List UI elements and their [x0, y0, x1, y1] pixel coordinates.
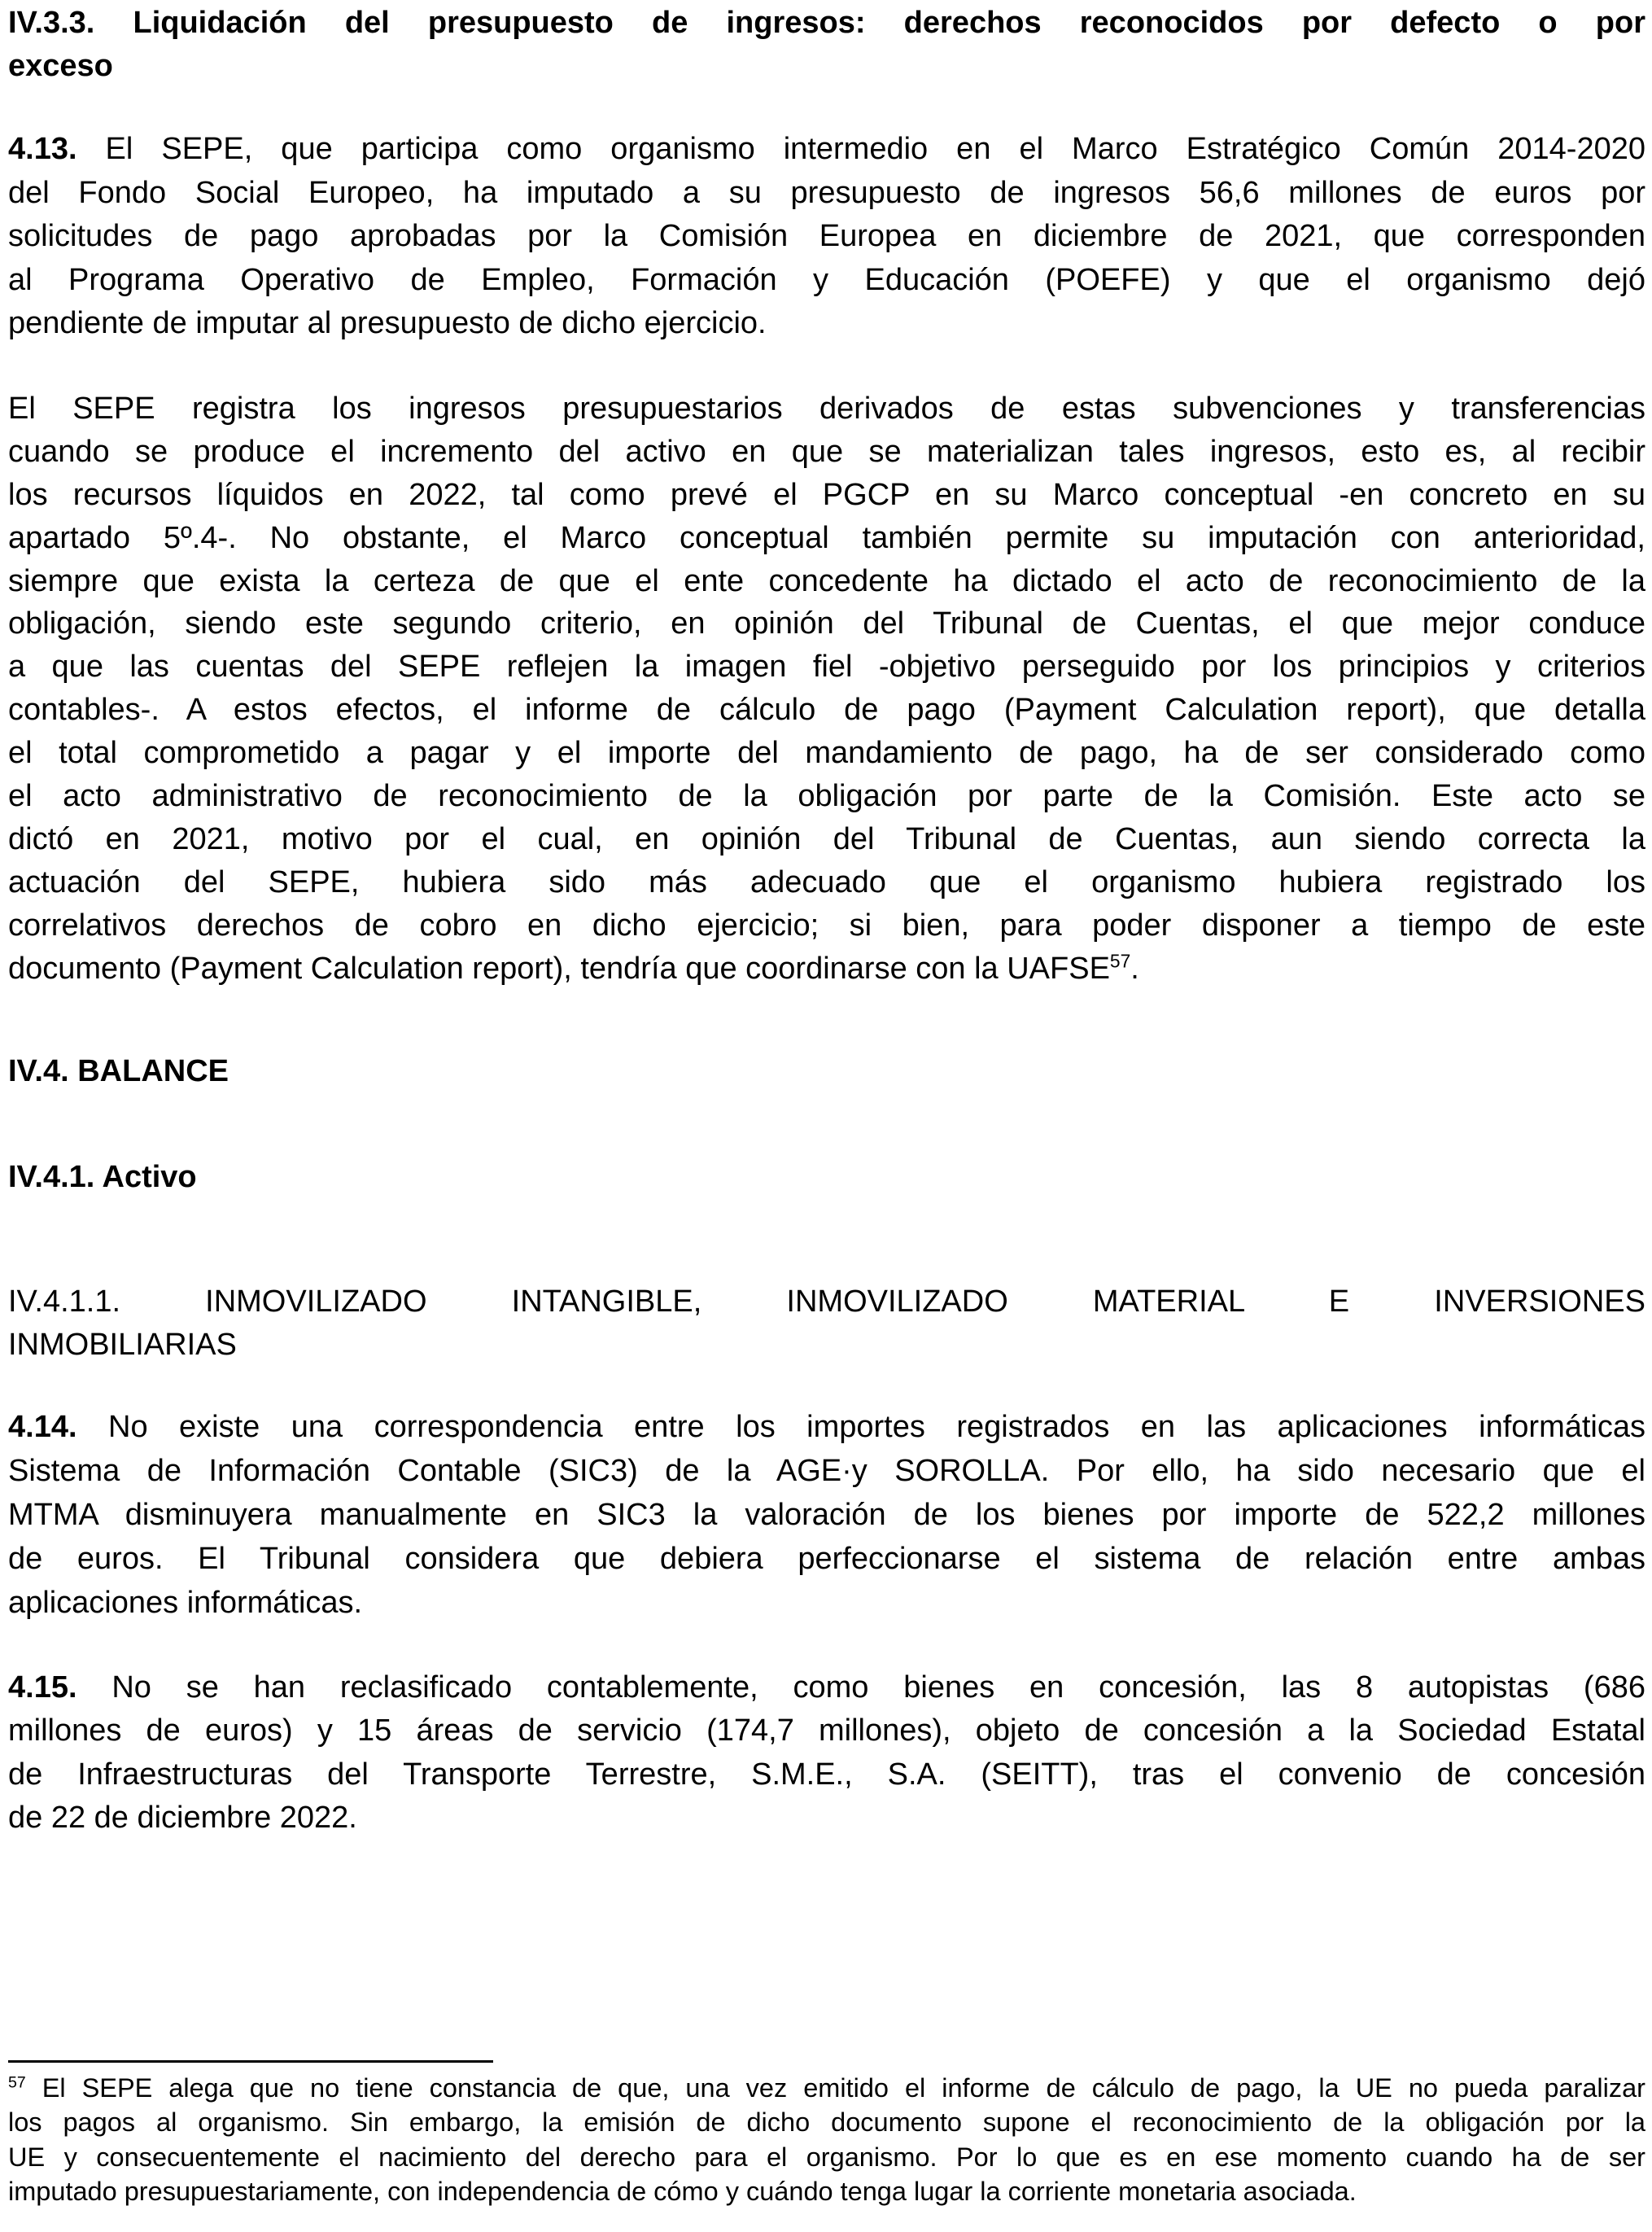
- line-text: los recursos líquidos en 2022, tal como prevé el PGCP en su Marco conceptual -en concreto en su: [8, 477, 1645, 512]
- text-line: [8, 387, 1645, 431]
- text-line: [8, 1666, 1645, 1709]
- line-text: INMOBILIARIAS: [8, 1328, 237, 1362]
- line-text: el total comprometido a pagar y el importe del mandamiento de pago, ha de ser considerado como: [8, 736, 1645, 771]
- text-line: [8, 818, 1645, 861]
- line-text: Sistema de Información Contable (SIC3) de la AGE·y SOROLLA. Por ello, ha sido necesario que el: [8, 1454, 1645, 1488]
- text-line: [8, 1753, 1645, 1797]
- line-text: al Programa Operativo de Empleo, Formación y Educación (POEFE) y que el organismo dejó: [8, 262, 1645, 297]
- line-text: No se han reclasificado contablemente, como bienes en concesión, las 8 autopistas (686: [76, 1670, 1645, 1705]
- line-text: .: [1130, 951, 1139, 986]
- heading-balance: IV.4. BALANCE: [8, 1054, 229, 1088]
- text-line: [8, 2071, 1645, 2105]
- text-line: [8, 45, 1645, 88]
- text-line: [8, 1405, 1645, 1449]
- text-line: [8, 431, 1645, 474]
- paragraph-4-14: [8, 1405, 1645, 1625]
- line-text: El SEPE alega que no tiene constancia de que, una vez emitido el informe de cálculo de pago, la UE no pueda paralizar: [25, 2073, 1645, 2103]
- line-text: exceso: [8, 49, 113, 83]
- text-line: [8, 1581, 1645, 1625]
- line-text: cuando se produce el incremento del activo en que se materializan tales ingresos, esto es, al recibir: [8, 434, 1645, 469]
- text-line: [8, 948, 1645, 991]
- line-text: pendiente de imputar al presupuesto de dicho ejercicio.: [8, 306, 767, 340]
- text-line: [8, 861, 1645, 904]
- line-text: dictó en 2021, motivo por el cual, en opinión del Tribunal de Cuentas, aun siendo correcta la: [8, 821, 1645, 856]
- line-text: a que las cuentas del SEPE reflejen la imagen fiel -objetivo perseguido por los principios y criterios: [8, 650, 1645, 685]
- text-line: [8, 474, 1645, 517]
- line-text: documento (Payment Calculation report), tendría que coordinarse con la UAFSE: [8, 951, 1110, 986]
- heading-inmovilizado: [8, 1280, 1645, 1367]
- line-text: contables-. A estos efectos, el informe de cálculo de pago (Payment Calculation report), que detalla: [8, 693, 1645, 728]
- text-line: [8, 2174, 1645, 2208]
- line-text: correlativos derechos de cobro en dicho ejercicio; si bien, para poder disponer a tiempo de este: [8, 908, 1645, 943]
- line-text: MTMA disminuyera manualmente en SIC3 la valoración de los bienes por importe de 522,2 millones: [8, 1498, 1645, 1532]
- line-text: siempre que exista la certeza de que el ente concedente ha dictado el acto de reconocimiento de la: [8, 563, 1645, 598]
- text-line: [8, 732, 1645, 775]
- text-line: [8, 2105, 1645, 2139]
- text-line: [8, 2, 1645, 45]
- line-text: apartado 5º.4-. No obstante, el Marco conceptual también permite su imputación con anterioridad,: [8, 520, 1645, 555]
- line-text: UE y consecuentemente el nacimiento del derecho para el organismo. Por lo que es en ese momento cuando ha de ser: [8, 2142, 1645, 2172]
- line-text: de euros. El Tribunal considera que debiera perfeccionarse el sistema de relación entre ambas: [8, 1542, 1645, 1576]
- line-text: actuación del SEPE, hubiera sido más adecuado que el organismo hubiera registrado los: [8, 864, 1645, 899]
- line-text: El SEPE registra los ingresos presupuestarios derivados de estas subvenciones y transferencias: [8, 392, 1645, 426]
- text-line: [8, 128, 1645, 172]
- paragraph-number: 4.14.: [8, 1410, 77, 1444]
- text-line: [8, 259, 1645, 303]
- line-text: millones de euros) y 15 áreas de servicio (174,7 millones), objeto de concesión a la Sociedad Estatal: [8, 1713, 1645, 1748]
- footnote-reference: 57: [1109, 949, 1131, 971]
- text-line: [8, 2140, 1645, 2174]
- line-text: de Infraestructuras del Transporte Terrestre, S.M.E., S.A. (SEITT), tras el convenio de concesión: [8, 1757, 1645, 1792]
- text-line: [8, 775, 1645, 818]
- line-text: obligación, siendo este segundo criterio, en opinión del Tribunal de Cuentas, el que mejor conduce: [8, 606, 1645, 641]
- line-text: aplicaciones informáticas.: [8, 1586, 363, 1620]
- text-line: [8, 215, 1645, 259]
- footnote-57: [8, 2071, 1645, 2208]
- heading-activo: IV.4.1. Activo: [8, 1160, 197, 1194]
- text-line: [8, 1797, 1645, 1840]
- text-line: [8, 602, 1645, 646]
- text-line: [8, 1537, 1645, 1581]
- section-heading: [8, 2, 1645, 88]
- text-line: [8, 1709, 1645, 1753]
- text-line: [8, 1280, 1645, 1324]
- paragraph-number: 4.15.: [8, 1670, 77, 1705]
- footnote-separator: [8, 2060, 493, 2063]
- text-line: [8, 689, 1645, 732]
- text-line: [8, 904, 1645, 948]
- paragraph-number: 4.13.: [8, 132, 77, 166]
- line-text: solicitudes de pago aprobadas por la Comisión Europea en diciembre de 2021, que corresponden: [8, 219, 1645, 253]
- text-line: [8, 1324, 1645, 1367]
- text-line: [8, 172, 1645, 216]
- line-text: de 22 de diciembre 2022.: [8, 1800, 357, 1835]
- text-line: [8, 302, 1645, 346]
- text-line: [8, 1449, 1645, 1493]
- text-line: [8, 560, 1645, 603]
- line-text: el acto administrativo de reconocimiento de la obligación por parte de la Comisión. Este acto se: [8, 779, 1645, 814]
- line-text: El SEPE, que participa como organismo intermedio en el Marco Estratégico Común 2014-2020: [76, 132, 1645, 166]
- paragraph-sepe-ingresos: [8, 387, 1645, 990]
- text-line: [8, 517, 1645, 560]
- paragraph-4-13: [8, 128, 1645, 346]
- text-line: [8, 646, 1645, 689]
- line-text: IV.3.3. Liquidación del presupuesto de ingresos: derechos reconocidos por defecto o por: [8, 6, 1645, 40]
- line-text: IV.4.1.1. INMOVILIZADO INTANGIBLE, INMOVILIZADO MATERIAL E INVERSIONES: [8, 1284, 1645, 1319]
- footnote-number: 57: [8, 2073, 26, 2092]
- line-text: del Fondo Social Europeo, ha imputado a su presupuesto de ingresos 56,6 millones de euros por: [8, 175, 1645, 210]
- text-line: [8, 1493, 1645, 1537]
- line-text: No existe una correspondencia entre los importes registrados en las aplicaciones informáticas: [76, 1410, 1645, 1444]
- line-text: imputado presupuestariamente, con independencia de cómo y cuándo tenga lugar la corriente monetaria asociada.: [8, 2176, 1357, 2206]
- line-text: los pagos al organismo. Sin embargo, la emisión de dicho documento supone el reconocimiento de la obligación por la: [8, 2107, 1645, 2138]
- paragraph-4-15: [8, 1666, 1645, 1840]
